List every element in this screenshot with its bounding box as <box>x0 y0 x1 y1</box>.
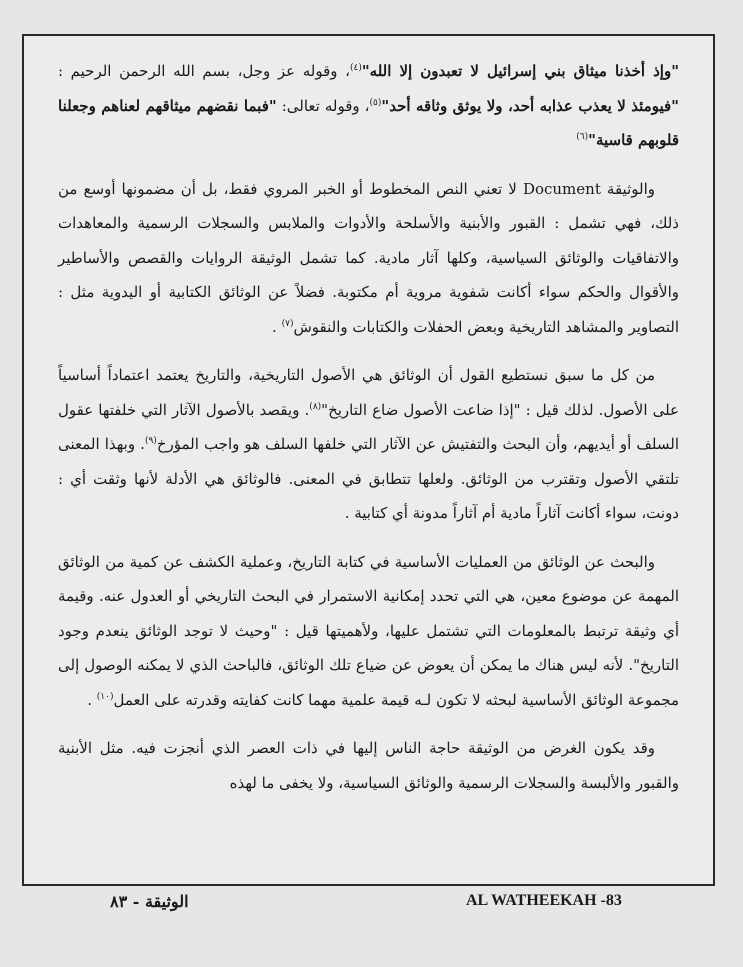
text-run: ، وقوله عز وجل، بسم الله الرحمن الرحيم : <box>58 62 350 80</box>
page-frame <box>22 34 715 886</box>
text-run: . وبهذا المعنى تلتقي الأصول وتقترب من الوثائق. ولعلها تتطابق في المعنى. فالوثائق هي الأدلة لأنها وثقت أي : دونت، سواء أكانت آثاراً مادية أم آثاراً مدونة أي كتابية . <box>58 435 679 522</box>
text-run: . ويقصد بالأصول الآثار التي خلفتها عقول السلف أو أيديهم، وأن البحث والتفتيش عن الآثار التي خلفها السلف هو واجب المؤرخ <box>58 400 680 453</box>
text-run: . <box>87 690 97 709</box>
footnote-ref: (٨) <box>309 401 322 412</box>
footer-arabic-page: الوثيقة - ٨٣ <box>110 892 189 911</box>
paragraph-4 <box>58 545 679 718</box>
paragraph-1 <box>58 54 679 158</box>
text-run: ، وقوله تعالى: <box>276 96 370 115</box>
footnote-ref: (٥) <box>369 97 382 108</box>
text-run: والوثيقة Document لا تعني النص المخطوط أو الخبر المروي فقط، بل أن مضمونها أوسع من ذلك، فهي تشمل : القبور والأبنية والأسلحة والأدوات والملابس والسجلات الرسمية والمعاهدات والاتفاقيات والوثائق السياسية، وكلها آثار مادية. كما تشمل الوثيقة الروايات والقصص والأساطير والأقوال والحكم سواء أكانت شفوية مروية أم مكتوبة. فضلاً عن الوثائق الكتابية أو اليدوية مثل : التصاوير والمشاهد التاريخية وبعض الحفلات والكتابات والنقوش <box>58 179 679 336</box>
paragraph-2 <box>58 172 679 345</box>
paragraph-5 <box>58 731 679 800</box>
paragraph-3 <box>58 358 679 531</box>
body-text <box>58 54 679 800</box>
text-run: والبحث عن الوثائق من العمليات الأساسية في كتابة التاريخ، وعملية الكشف عن كمية من الوثائق المهمة عن موضوع معين، هي التي تحدد إمكانية الاستمرار في البحث التاريخي أو العدول عنه. وقيمة أي وثيقة ترتبط بالمعلومات التي تشتمل عليها، ولأهميتها قيل : "وحيث لا توجد الوثائق ينعدم وجود التاريخ". لأنه ليس هناك ما يمكن أن يعوض عن ضياع تلك الوثائق، فالباحث الذي لا يمكنه الوصول إلى مجموعة الوثائق الأساسية لبحثه لا تكون لـه قيمة علمية مهما كانت كفايته وقدرته على العمل <box>58 552 679 709</box>
text-run: . <box>272 317 282 336</box>
text-run: من كل ما سبق نستطيع القول أن الوثائق هي الأصول التاريخية، والتاريخ يعتمد اعتماداً أساسياً على الأصول. لذلك قيل : "إذا ضاعت الأصول ضاع التاريخ" <box>58 366 679 419</box>
footer-english-page: AL WATHEEKAH -83 <box>466 892 622 909</box>
footnote-ref: (٤) <box>349 63 362 73</box>
quoted-verse: "وإذ أخذنا ميثاق بني إسرائيل لا تعبدون إلا الله" <box>361 62 680 80</box>
footnote-ref: (٧) <box>281 318 294 329</box>
text-run: وقد يكون الغرض من الوثيقة حاجة الناس إليها في ذات العصر الذي أنجزت فيه. مثل الأبنية والقبور والألبسة والسجلات الرسمية والوثائق السياسية، ولا يخفى ما لهذه <box>58 739 679 792</box>
quoted-verse: "فيومئذ لا يعذب عذابه أحد، ولا يوثق وثاقه أحد" <box>381 96 679 115</box>
footnote-ref: (٩) <box>144 436 157 446</box>
footnote-ref: (٦) <box>576 132 589 142</box>
quoted-verse: "فبما نقضهم ميثاقهم لعناهم وجعلنا قلوبهم قاسية" <box>58 96 679 149</box>
footnote-ref: (١٠) <box>96 691 114 702</box>
